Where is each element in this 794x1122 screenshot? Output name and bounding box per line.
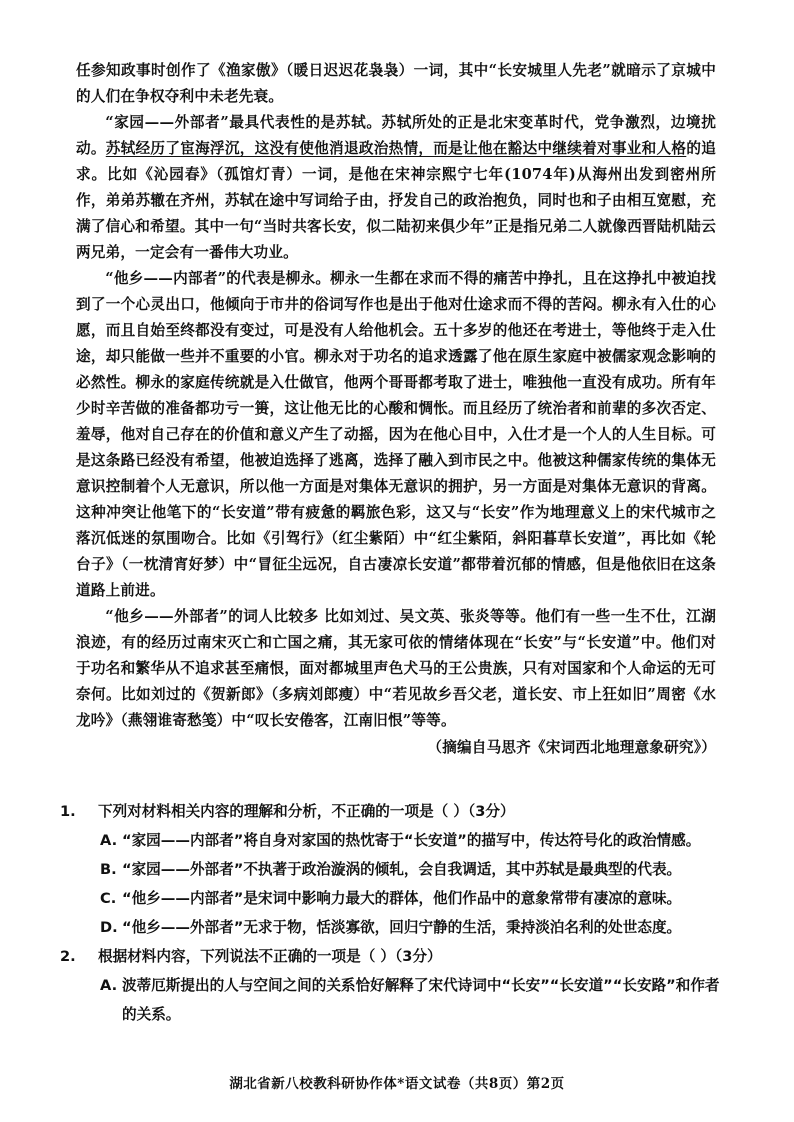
page-footer: 湖北省新八校教科研协作体*语文试卷（共8页）第2页 — [229, 1076, 565, 1092]
question-number: 1. — [60, 803, 76, 820]
reading-passage — [76, 58, 716, 762]
passage-paragraph-3: “他乡——外部者”的词人比较多 比如刘过、吴文英、张炎等等。他们有一些一生不仕，江湖浪迹，有的经历过南宋灭亡和亡国之痛，其无家可依的情绪体现在“长安”与“长安道”中。他们对于功名和繁华从不追求甚至痛恨，面对都城里声色犬马的王公贵族，只有对国家和个人命运的无可奈何。比如刘过的《贺新郎》（多病刘郎瘦）中“若见故乡吾父老，道长安、市上狂如旧”周密《水龙吟》（燕翎谁寄愁笺）中“叹长安倦客，江南旧恨”等等。 — [76, 608, 716, 729]
option-label: A. — [100, 832, 118, 849]
option-text: “家园——内部者”将自身对家国的热忱寄于“长安道”的描写中，传达符号化的政治情感。 — [122, 832, 701, 849]
option-text: 波蒂厄斯提出的人与空间之间的关系恰好解释了宋代诗词中“长安”“长安道”“长安路”和作者的关系。 — [122, 977, 720, 1023]
option-a — [60, 826, 725, 855]
question-number: 2. — [60, 948, 76, 965]
option-text: “他乡——内部者”是宋词中影响力最大的群体，他们作品中的意象常带有凄凉的意味。 — [122, 890, 682, 907]
option-text: “他乡——外部者”无求于物，恬淡寡欲，回归宁静的生活，秉持淡泊名利的处世态度。 — [122, 919, 682, 936]
passage-paragraph-1-end: 的追求。比如《沁园春》（孤馆灯青）一词，是他在宋神宗熙宁七年(1074年)从海州出发到密州所作，弟弟苏辙在齐州，苏轼在途中写词给子由，抒发自己的政治抱负，同时也和子由相互宽慰，充满了信心和希望。其中一句“当时共客长安，似二陆初来俱少年”正是指兄弟二人就像西晋陆机陆云两兄弟，一定会有一番伟大功业。 — [76, 140, 716, 261]
question-stem: 根据材料内容，下列说法不正确的一项是（ ）（3分） — [98, 948, 442, 965]
question-stem: 下列对材料相关内容的理解和分析，不正确的一项是（ ）（3分） — [98, 803, 515, 820]
passage-paragraph-2: “他乡——内部者”的代表是柳永。柳永一生都在求而不得的痛苦中挣扎，且在这挣扎中被迫找到了一个心灵出口，他倾向于市井的俗词写作也是出于他对仕途求而不得的苦闷。柳永有入仕的心愿，而且自始至终都没有变过，可是没有人给他机会。五十多岁的他还在考进士，等他终于走入仕途，却只能做一些并不重要的小官。柳永对于功名的追求透露了他在原生家庭中被儒家观念影响的必然性。柳永的家庭传统就是入仕做官，他两个哥哥都考取了进士，唯独他一直没有成功。所有年少时辛苦做的准备都功亏一篑，这让他无比的心酸和惆怅。而且经历了统治者和前辈的多次否定、羞辱，他对自己存在的价值和意义产生了动摇，因为在他心目中，入仕才是一个人的人生目标。可是这条路已经没有希望，他被迫选择了逃离，选择了融入到市民之中。他被这种儒家传统的集体无意识控制着个人无意识，所以他一方面是对集体无意识的拥护，另一方面是对集体无意识的背离。这种冲突让他笔下的“长安道”带有疲惫的羁旅色彩，这又与“长安”作为地理意义上的宋代城市之落沉低迷的氛围吻合。比如《引驾行》（红尘紫陌）中“红尘紫陌，斜阳暮草长安道”，再比如《轮台子》（一枕清宵好梦）中“冒征尘远况，自古凄凉长安道”都带着沉郁的情感，但是他依旧在这条道路上前进。 — [76, 270, 716, 599]
passage-paragraph-1 — [76, 110, 716, 266]
option-label: D. — [100, 919, 118, 936]
option-a — [60, 971, 725, 1029]
question-2 — [60, 942, 725, 971]
passage-source: （摘编自马思齐《宋词西北地理意象研究》） — [427, 739, 716, 756]
option-text: “家园——外部者”不执著于政治漩涡的倾轧，会自我调适，其中苏轼是最典型的代表。 — [122, 861, 682, 878]
option-c — [60, 884, 725, 913]
option-d — [60, 913, 725, 942]
passage-paragraph-1-start: “家园——外部者”最具代表性的是苏轼。苏轼所处的正是北宋变革时代，党争激烈，边境扰动。 — [76, 114, 716, 157]
option-b — [60, 855, 725, 884]
underlined-sentence: 苏轼经历了宦海浮沉，这没有使他消退政治热情，而是让他在豁达中继续着对事业和人格 — [105, 140, 687, 157]
question-1 — [60, 797, 725, 826]
option-label: A. — [100, 977, 118, 994]
passage-paragraph-0: 任参知政事时创作了《渔家傲》（暖日迟迟花袅袅）一词，其中“长安城里人先老”就暗示了京城中的人们在争权夺利中未老先衰。 — [76, 62, 716, 105]
option-label: B. — [100, 861, 117, 878]
option-label: C. — [100, 890, 117, 907]
question-list — [60, 797, 725, 1029]
